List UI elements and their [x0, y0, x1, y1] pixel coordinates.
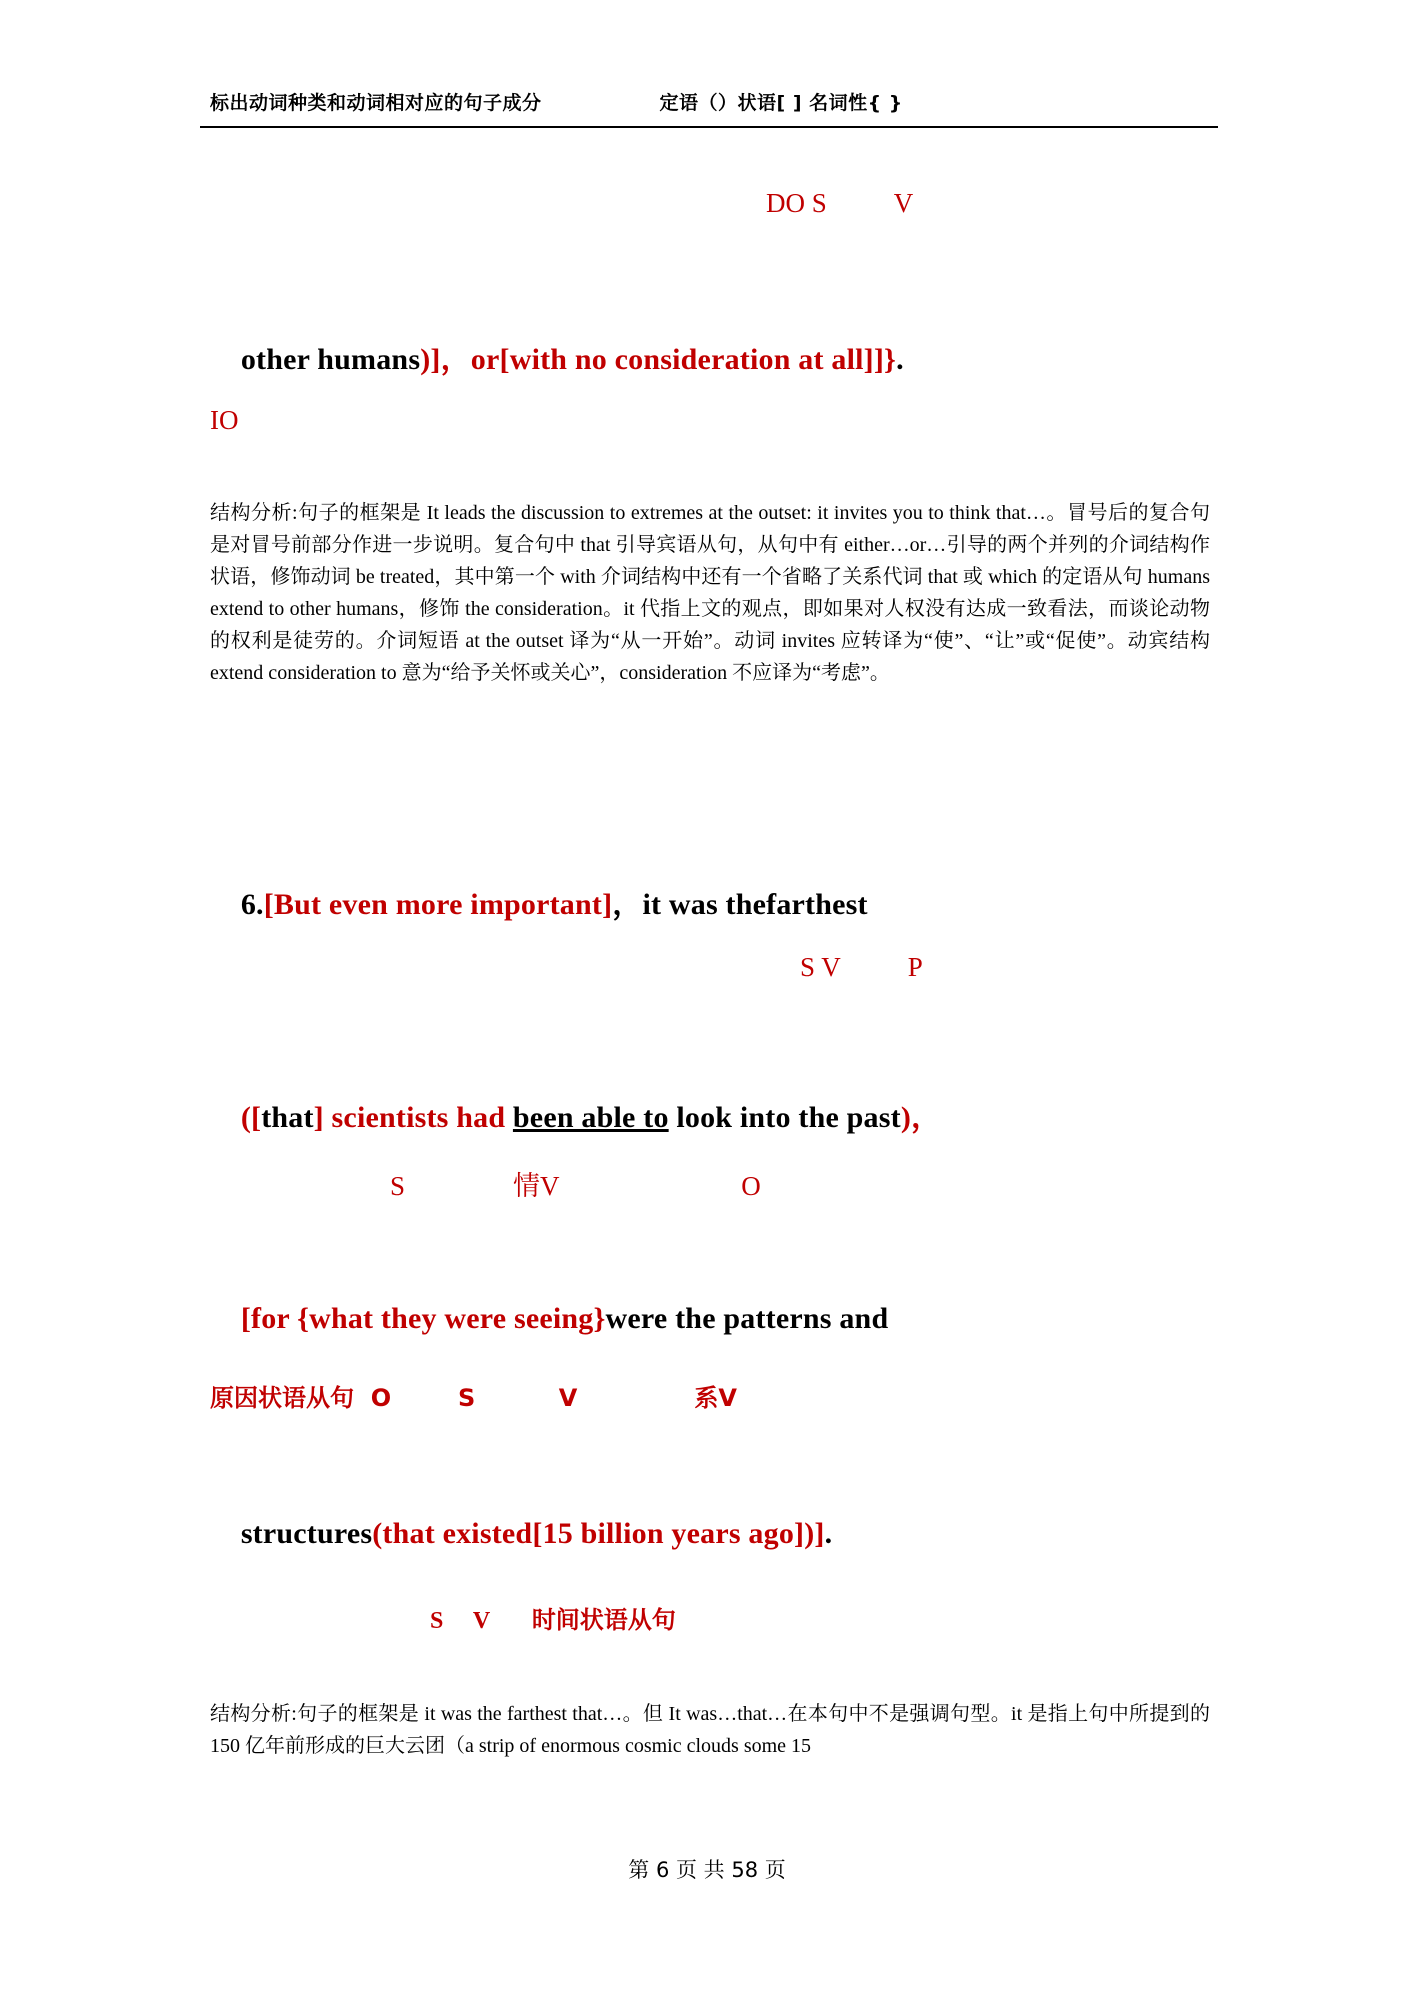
marker-do-s-v: DO S V	[766, 188, 914, 218]
sentence-line-1-part-c: with no consideration at all	[509, 343, 864, 376]
sentence-line-1-part-b: )]，or[	[420, 343, 510, 376]
sentence-line-1-part-e: .	[896, 343, 904, 376]
marker-s-v-time-clause: S V 时间状语从句	[430, 1608, 676, 1634]
sentence-line-5-a: structures	[240, 1517, 373, 1550]
header-left-text: 标出动词种类和动词相对应的句子成分	[210, 92, 542, 114]
sentence-line-4-black: were the patterns and	[605, 1302, 889, 1335]
sentence-line-4	[210, 1268, 888, 1370]
marker-s-modal-v-o: S 情V O	[390, 1171, 761, 1201]
sentence-line-3-that: that	[261, 1101, 314, 1134]
analysis-paragraph-1: 结构分析:句子的框架是 It leads the discussion to extremes at the outset: it invites you to think that…。冒号后的复合句是对冒号前部分作进一步说明。复合句中 that 引导宾语从句，从句中有 either…or…引导的两个并列的介词结构作状语，修饰动词 be treated，其中第一个 with 介词结构中还有一个省略了关系代词 that 或 which 的定语从句 humans extend to other humans，修饰 the consideration。it 代指上文的观点，即如果对人权没有达成一致看法，而谈论动物的权利是徒劳的。介词短语 at the outset 译为“从一开始”。动词 invites 应转译为“使”、“让”或“促使”。动宾结构 extend consideration to 意为“给予关怀或关心”，consideration 不应译为“考虑”。	[210, 502, 1210, 684]
item-6-adverbial: [But even more important]	[263, 888, 613, 921]
page-header	[210, 88, 1215, 115]
marker-s-v-p: S V P	[800, 952, 923, 982]
item-6-rest: ，it was thefarthest	[612, 888, 868, 921]
sentence-line-1-part-a: other humans	[240, 343, 421, 376]
sentence-line-3-open: ([	[240, 1101, 262, 1134]
analysis-paragraph-2: 结构分析:句子的框架是 it was the farthest that…。但 It was…that…在本句中不是强调句型。it 是指上句中所提到的 150 亿年前形成的巨大云团（a strip of enormous cosmic clouds some 15	[210, 1703, 1210, 1757]
sentence-line-3-underlined: been able to	[512, 1101, 669, 1134]
sentence-line-5	[210, 1483, 832, 1585]
sentence-line-5-e: .	[824, 1517, 833, 1550]
sentence-line-4-red: [for {what they were seeing}	[240, 1302, 606, 1335]
sentence-line-1-part-d: ]]}	[863, 343, 897, 376]
sentence-line-1	[210, 300, 904, 412]
sentence-line-5-d: )]	[804, 1517, 825, 1550]
marker-io: IO	[210, 405, 239, 435]
sentence-item-6	[210, 845, 868, 957]
item-6-number: 6.	[240, 888, 264, 921]
sentence-line-3-close: )，	[900, 1101, 942, 1134]
header-right-text: 定语（）状语[ ] 名词性{ }	[659, 92, 903, 114]
sentence-line-3	[210, 1058, 941, 1170]
sentence-line-3-bracket-close: ] scientists had	[313, 1101, 513, 1134]
sentence-line-3-tail: look into the past	[668, 1101, 901, 1134]
header-divider	[200, 126, 1218, 128]
sentence-line-5-b: (that existed	[372, 1517, 533, 1550]
sentence-line-5-c: [15 billion years ago]	[532, 1517, 805, 1550]
page-footer: 第 6 页 共 58 页	[628, 1858, 786, 1882]
marker-cause-clause: 原因状语从句 O S V 系V	[210, 1384, 737, 1412]
